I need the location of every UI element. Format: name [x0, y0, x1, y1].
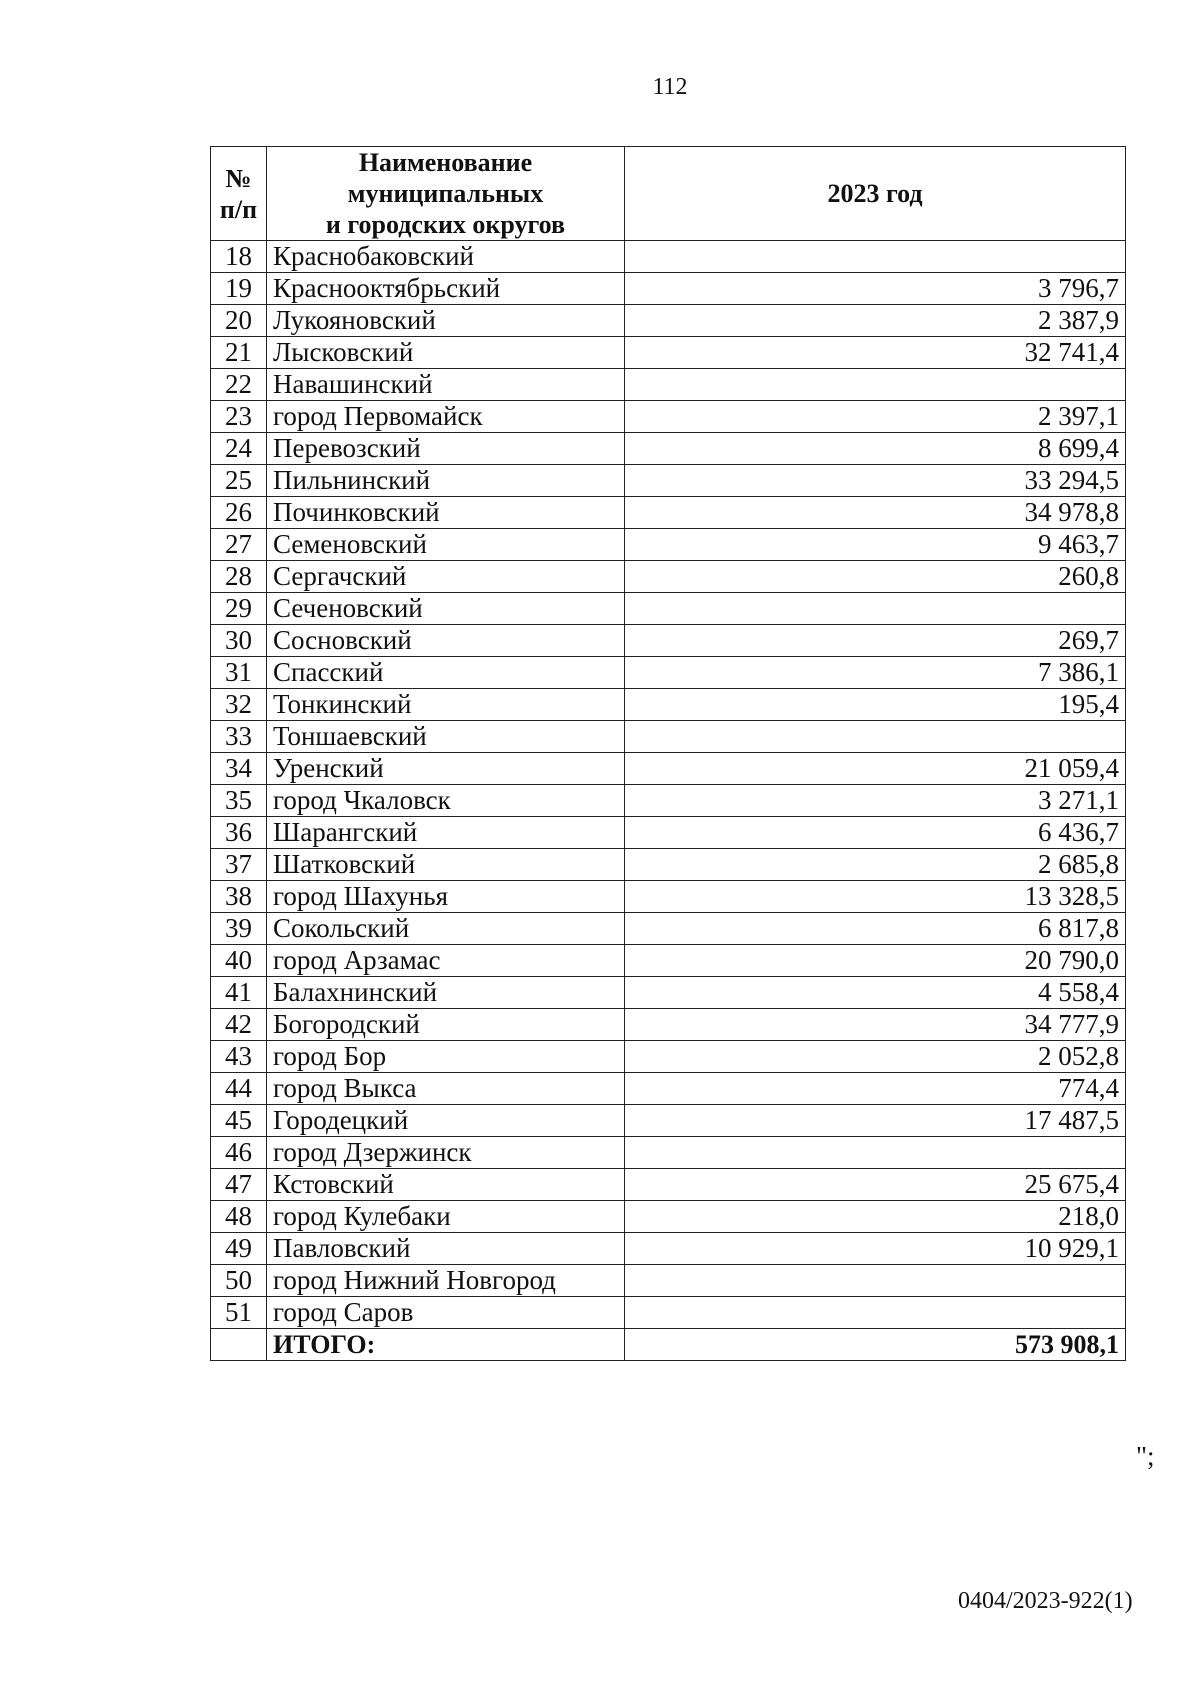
- table-row: [211, 401, 1126, 433]
- row-name: Павловский: [267, 1233, 625, 1265]
- row-name: Пильнинский: [267, 465, 625, 497]
- row-name: Городецкий: [267, 1105, 625, 1137]
- total-value: 573 908,1: [625, 1329, 1126, 1361]
- row-number: 42: [211, 1009, 267, 1041]
- table-row: [211, 593, 1126, 625]
- total-label: ИТОГО:: [267, 1329, 625, 1361]
- row-number: 20: [211, 305, 267, 337]
- total-row: [211, 1329, 1126, 1361]
- row-value: 4 558,4: [625, 977, 1126, 1009]
- row-name: Кстовский: [267, 1169, 625, 1201]
- table-row: [211, 721, 1126, 753]
- document-code: 0404/2023-922(1): [958, 1588, 1133, 1614]
- row-number: 44: [211, 1073, 267, 1105]
- row-number: 49: [211, 1233, 267, 1265]
- table-row: [211, 1073, 1126, 1105]
- row-name: город Нижний Новгород: [267, 1265, 625, 1297]
- table-row: [211, 1265, 1126, 1297]
- table-row: [211, 1169, 1126, 1201]
- table-row: [211, 753, 1126, 785]
- table-row: [211, 305, 1126, 337]
- row-name: Сокольский: [267, 913, 625, 945]
- row-number: 43: [211, 1041, 267, 1073]
- row-name: Балахнинский: [267, 977, 625, 1009]
- row-value: 34 978,8: [625, 497, 1126, 529]
- table-row: [211, 977, 1126, 1009]
- table-row: [211, 1137, 1126, 1169]
- row-value: [625, 1297, 1126, 1329]
- row-value: 33 294,5: [625, 465, 1126, 497]
- row-number: 29: [211, 593, 267, 625]
- row-value: 260,8: [625, 561, 1126, 593]
- row-value: 17 487,5: [625, 1105, 1126, 1137]
- row-value: 2 397,1: [625, 401, 1126, 433]
- table-row: [211, 625, 1126, 657]
- table-row: [211, 1009, 1126, 1041]
- row-number: 41: [211, 977, 267, 1009]
- row-name: Уренский: [267, 753, 625, 785]
- row-name: город Дзержинск: [267, 1137, 625, 1169]
- row-name: город Арзамас: [267, 945, 625, 977]
- row-number: 36: [211, 817, 267, 849]
- row-number: 32: [211, 689, 267, 721]
- closing-quote-mark: ";: [1136, 1441, 1155, 1471]
- table-row: [211, 1041, 1126, 1073]
- header-year: 2023 год: [625, 147, 1126, 241]
- row-name: Сеченовский: [267, 593, 625, 625]
- row-number: 23: [211, 401, 267, 433]
- header-number: [211, 147, 267, 241]
- table-row: [211, 881, 1126, 913]
- header-name: [267, 147, 625, 241]
- row-number: 27: [211, 529, 267, 561]
- row-number: 40: [211, 945, 267, 977]
- table-row: [211, 785, 1126, 817]
- row-name: город Чкаловск: [267, 785, 625, 817]
- table-row: [211, 657, 1126, 689]
- row-number: 47: [211, 1169, 267, 1201]
- row-number: 45: [211, 1105, 267, 1137]
- row-value: 774,4: [625, 1073, 1126, 1105]
- row-number: 50: [211, 1265, 267, 1297]
- row-value: [625, 369, 1126, 401]
- allocation-table: [210, 146, 1126, 1361]
- row-value: 21 059,4: [625, 753, 1126, 785]
- table-row: [211, 273, 1126, 305]
- row-name: город Шахунья: [267, 881, 625, 913]
- table-row: [211, 497, 1126, 529]
- row-name: Перевозский: [267, 433, 625, 465]
- row-value: 20 790,0: [625, 945, 1126, 977]
- row-value: [625, 1265, 1126, 1297]
- row-name: Лукояновский: [267, 305, 625, 337]
- row-name: Краснобаковский: [267, 241, 625, 273]
- table-row: [211, 561, 1126, 593]
- table-row: [211, 433, 1126, 465]
- row-name: Шарангский: [267, 817, 625, 849]
- header-name-line-3: и городских округов: [325, 210, 566, 239]
- row-value: 3 796,7: [625, 273, 1126, 305]
- row-name: Тонкинский: [267, 689, 625, 721]
- header-name-line-1: Наименование: [358, 148, 533, 177]
- table-row: [211, 241, 1126, 273]
- table-body: [211, 241, 1126, 1329]
- row-name: Тоншаевский: [267, 721, 625, 753]
- row-value: [625, 241, 1126, 273]
- row-value: 6 817,8: [625, 913, 1126, 945]
- row-number: 19: [211, 273, 267, 305]
- row-name: Навашинский: [267, 369, 625, 401]
- row-number: 39: [211, 913, 267, 945]
- row-value: 10 929,1: [625, 1233, 1126, 1265]
- row-name: город Саров: [267, 1297, 625, 1329]
- row-value: [625, 593, 1126, 625]
- row-value: 25 675,4: [625, 1169, 1126, 1201]
- row-number: 24: [211, 433, 267, 465]
- table-row: [211, 529, 1126, 561]
- table-row: [211, 1201, 1126, 1233]
- row-value: 32 741,4: [625, 337, 1126, 369]
- row-value: [625, 721, 1126, 753]
- table-row: [211, 689, 1126, 721]
- table-row: [211, 337, 1126, 369]
- header-number-line-2: п/п: [219, 194, 258, 224]
- row-name: Семеновский: [267, 529, 625, 561]
- table-header-row: [211, 147, 1126, 241]
- total-number-cell: [211, 1329, 267, 1361]
- table-row: [211, 1233, 1126, 1265]
- table-row: [211, 913, 1126, 945]
- row-number: 21: [211, 337, 267, 369]
- table-row: [211, 945, 1126, 977]
- row-number: 18: [211, 241, 267, 273]
- table-row: [211, 817, 1126, 849]
- row-value: 2 685,8: [625, 849, 1126, 881]
- row-value: 218,0: [625, 1201, 1126, 1233]
- row-number: 28: [211, 561, 267, 593]
- row-number: 34: [211, 753, 267, 785]
- table-row: [211, 465, 1126, 497]
- row-number: 25: [211, 465, 267, 497]
- row-name: Сергачский: [267, 561, 625, 593]
- row-value: 34 777,9: [625, 1009, 1126, 1041]
- row-value: 9 463,7: [625, 529, 1126, 561]
- row-name: Починковский: [267, 497, 625, 529]
- row-name: Лысковский: [267, 337, 625, 369]
- row-value: [625, 1137, 1126, 1169]
- table-row: [211, 849, 1126, 881]
- row-number: 35: [211, 785, 267, 817]
- row-number: 30: [211, 625, 267, 657]
- row-value: 3 271,1: [625, 785, 1126, 817]
- row-name: город Первомайск: [267, 401, 625, 433]
- header-number-line-1: №: [225, 163, 252, 193]
- row-name: город Кулебаки: [267, 1201, 625, 1233]
- row-name: город Бор: [267, 1041, 625, 1073]
- page-number: 112: [652, 74, 688, 100]
- row-number: 38: [211, 881, 267, 913]
- row-number: 46: [211, 1137, 267, 1169]
- header-name-line-2: муниципальных: [347, 179, 544, 208]
- row-value: 7 386,1: [625, 657, 1126, 689]
- row-number: 33: [211, 721, 267, 753]
- row-name: Краснооктябрьский: [267, 273, 625, 305]
- row-value: 6 436,7: [625, 817, 1126, 849]
- row-value: 269,7: [625, 625, 1126, 657]
- row-number: 51: [211, 1297, 267, 1329]
- row-value: 195,4: [625, 689, 1126, 721]
- row-number: 22: [211, 369, 267, 401]
- row-value: 2 052,8: [625, 1041, 1126, 1073]
- row-number: 37: [211, 849, 267, 881]
- row-number: 48: [211, 1201, 267, 1233]
- table-row: [211, 1105, 1126, 1137]
- row-number: 31: [211, 657, 267, 689]
- row-name: Спасский: [267, 657, 625, 689]
- row-value: 2 387,9: [625, 305, 1126, 337]
- row-value: 13 328,5: [625, 881, 1126, 913]
- table-row: [211, 1297, 1126, 1329]
- row-name: Богородский: [267, 1009, 625, 1041]
- row-name: город Выкса: [267, 1073, 625, 1105]
- row-value: 8 699,4: [625, 433, 1126, 465]
- table-row: [211, 369, 1126, 401]
- row-number: 26: [211, 497, 267, 529]
- row-name: Шатковский: [267, 849, 625, 881]
- row-name: Сосновский: [267, 625, 625, 657]
